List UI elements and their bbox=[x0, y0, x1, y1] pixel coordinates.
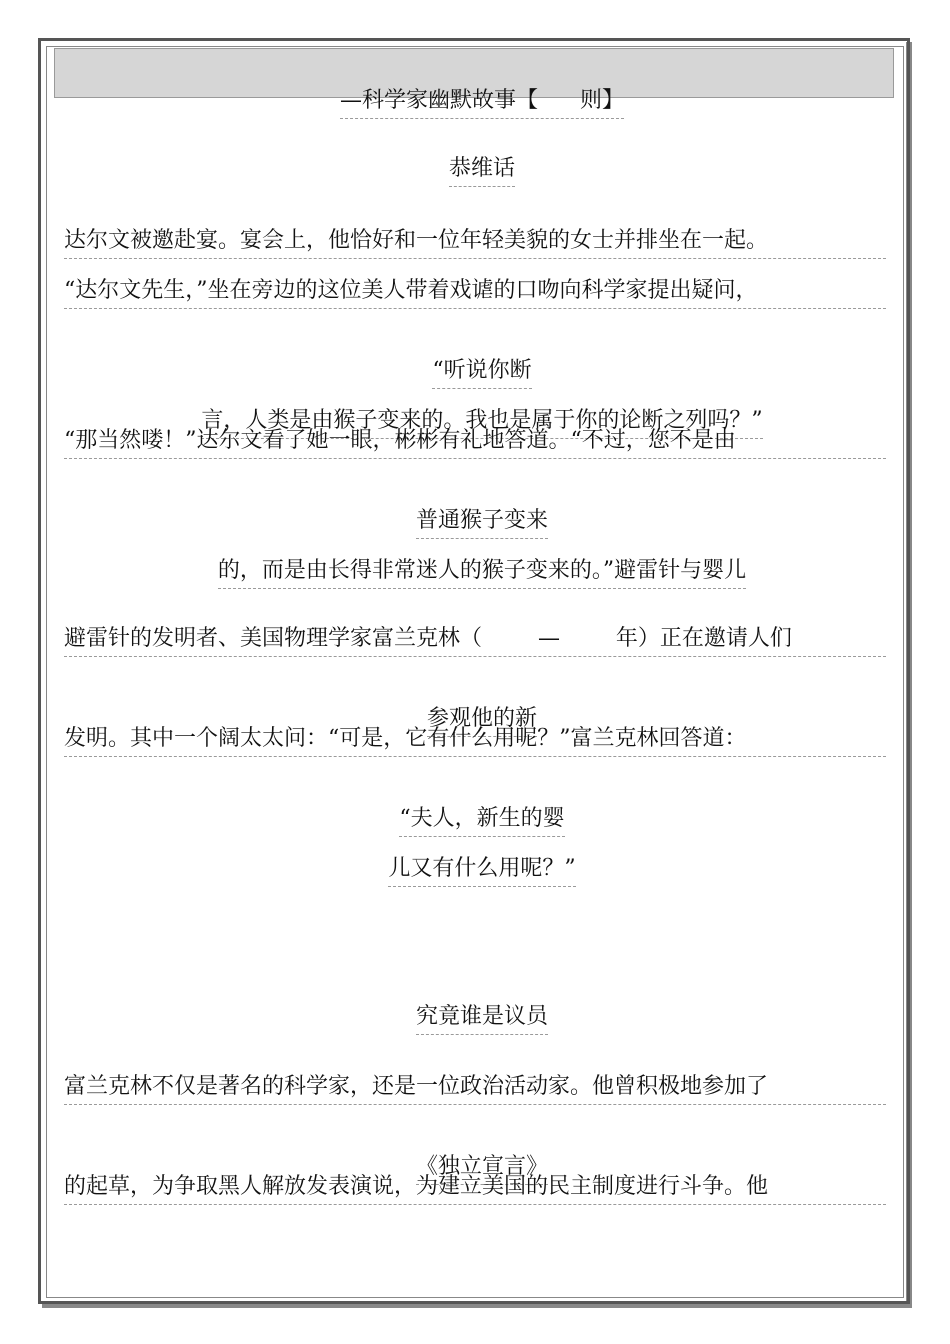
paragraph-line: “那当然喽！”达尔文看了她一眼，彬彬有礼地答道。“不过，您不是由 bbox=[64, 426, 886, 459]
section-heading: 恭维话 bbox=[449, 154, 515, 187]
paragraph-line: 《独立宣言》 bbox=[416, 1152, 548, 1185]
page-title-line bbox=[0, 56, 950, 121]
paragraph-line: 达尔文被邀赴宴。宴会上，他恰好和一位年轻美貌的女士并排坐在一起。 bbox=[64, 226, 886, 259]
paragraph-line: 发明。其中一个阔太太问：“可是，它有什么用呢？”富兰克林回答道： bbox=[64, 724, 886, 757]
heading-line-1 bbox=[0, 124, 950, 189]
paragraph-line: 富兰克林不仅是著名的科学家，还是一位政治活动家。他曾积极地参加了 bbox=[64, 1072, 886, 1105]
paragraph-line: 的，而是由长得非常迷人的猴子变来的。”避雷针与婴儿 bbox=[218, 556, 746, 589]
paragraph-line-wrap bbox=[0, 526, 950, 591]
paragraph-line: “听说你断 bbox=[432, 356, 531, 389]
paragraph-line: 儿又有什么用呢？” bbox=[388, 854, 575, 887]
paragraph-line: 普通猴子变来 bbox=[416, 506, 548, 539]
paragraph-line: 言，人类是由猴子变来的。我也是属于你的论断之列吗？” bbox=[201, 406, 762, 439]
heading-line-3 bbox=[0, 972, 950, 1037]
paragraph-line: “达尔文先生，”坐在旁边的这位美人带着戏谑的口吻向科学家提出疑问， bbox=[64, 276, 886, 309]
paragraph-line: 的起草，为争取黑人解放发表演说，为建立美国的民主制度进行斗争。他 bbox=[64, 1172, 886, 1205]
paragraph-line-wrap bbox=[0, 824, 950, 889]
paragraph-line: 避雷针的发明者、美国物理学家富兰克林（ — 年）正在邀请人们 bbox=[64, 624, 886, 657]
page-title: —科学家幽默故事【 则】 bbox=[340, 86, 624, 119]
paragraph-line: “夫人，新生的婴 bbox=[399, 804, 564, 837]
paragraph-line: 参观他的新 bbox=[427, 704, 537, 737]
section-heading: 究竟谁是议员 bbox=[416, 1002, 548, 1035]
